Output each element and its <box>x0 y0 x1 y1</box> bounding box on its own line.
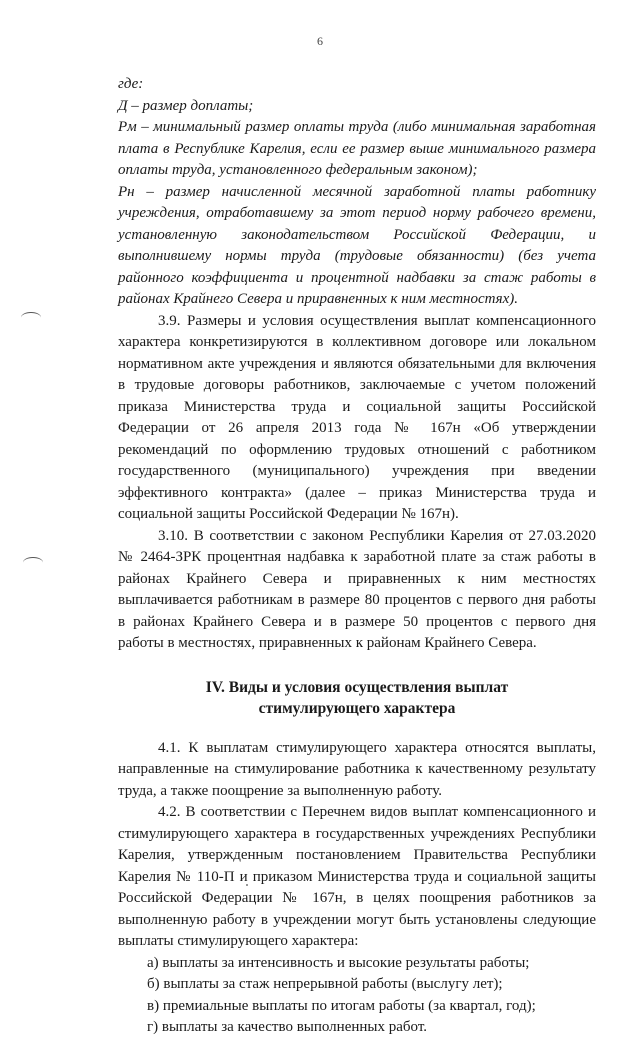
paragraph-4-1: 4.1. К выплатам стимулирующего характера относятся выплаты, направленные на стимулирование работника к качественному результату труда, а также поощрение за выполненную работу. <box>118 739 596 799</box>
section-heading-line-1: IV. Виды и условия осуществления выплат <box>205 678 509 696</box>
formula-rm-definition: Рм – минимальный размер оплаты труда (либо минимальная заработная плата в Республике Карелия, если ее размер выше минимального размера оплаты труда, установленного федеральным законом); <box>118 119 596 178</box>
section-heading-line-2: стимулирующего характера <box>258 700 456 717</box>
margin-mark <box>23 557 43 568</box>
formula-where-label: где: <box>118 76 144 92</box>
paragraph-4-2: 4.2. В соответствии с Перечнем видов выплат компенсационного и стимулирующего характера в государственных учреждениях Республики Карелия, утвержденным постановлением Правительства Республики Карелия № 110-П и приказом Министерства труда и социальной защиты Российской Федерации № 167н, в целях поощрения работников за выполненную работу в учреждении могут быть установлены следующие выплаты стимулирующего характера: <box>118 804 596 949</box>
formula-rn-definition: Рн – размер начисленной месячной заработной платы работнику учреждения, отработавшему за этот период норму рабочего времени, установленную законодательством Российской Федерации, и выполнившему нормы труда (трудовые обязанности) (без учета районного коэффициента и процентной надбавки за стаж работы в районах Крайнего Севера и приравненных к ним местностях). <box>118 183 596 307</box>
list-item: б) выплаты за стаж непрерывной работы (выслугу лет); <box>147 976 503 992</box>
section-heading <box>118 677 596 720</box>
document-body <box>118 74 596 1039</box>
paragraph-3-10: 3.10. В соответствии с законом Республики Карелия от 27.03.2020 № 2464-ЗРК процентная надбавка к заработной плате за стаж работы в районах Крайнего Севера и приравненных к ним местностях выплачивается работникам в размере 80 процентов с первого дня работы в районах Крайнего Севера и в размере 50 процентов с первого дня работы в местностях, приравненных к районам Крайнего Севера. <box>118 527 596 651</box>
list-item: а) выплаты за интенсивность и высокие результаты работы; <box>147 954 530 971</box>
paragraph-3-9: 3.9. Размеры и условия осуществления выплат компенсационного характера конкретизируются в коллективном договоре или локальном нормативном акте учреждения и являются обязательными для включения в трудовые договоры работников, заключаемые с учетом положений приказа Министерства труда и социальной защиты Российской Федерации от 26 апреля 2013 года № 167н «Об утверждении рекомендаций по оформлению трудовых отношений с работником государственного (муниципального) учреждения при введении эффективного контракта» (далее – приказ Министерства труда и социальной защиты Российской Федерации № 167н). <box>118 312 596 522</box>
formula-d-definition: Д – размер доплаты; <box>118 97 254 114</box>
margin-mark <box>21 312 41 323</box>
list-item: г) выплаты за качество выполненных работ. <box>147 1019 428 1035</box>
page-number: 6 <box>317 34 323 48</box>
list-item: в) премиальные выплаты по итогам работы (за квартал, год); <box>147 997 536 1014</box>
